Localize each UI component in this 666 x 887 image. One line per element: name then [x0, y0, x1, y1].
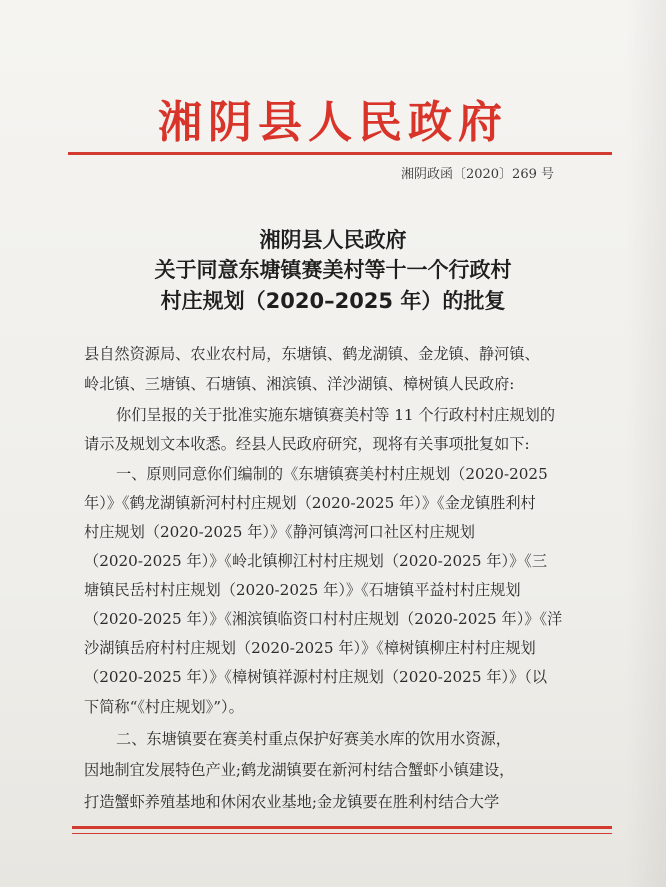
body-line: 塘镇民岳村村庄规划（2020-2025 年）》《石塘镇平益村村庄规划: [84, 581, 521, 599]
footer-red-rule-thin: [72, 833, 612, 834]
body-line: （2020-2025 年）》《湘滨镇临资口村村庄规划（2020-2025 年）》《洋: [84, 610, 563, 628]
body-line: 一、原则同意你们编制的《东塘镇赛美村村庄规划（2020-2025: [116, 465, 548, 483]
addressee-line-2: 岭北镇、三塘镇、石塘镇、湘滨镇、洋沙湖镇、樟树镇人民政府:: [84, 375, 515, 393]
body-line: 村庄规划（2020-2025 年）》《静河镇湾河口社区村庄规划: [84, 523, 475, 541]
body-line: 年）》《鹤龙湖镇新河村村庄规划（2020-2025 年）》《金龙镇胜利村: [84, 494, 536, 512]
document-title-line-3: 村庄规划（2020–2025 年）的批复: [160, 289, 506, 313]
government-letterhead: 湘阴县人民政府: [158, 97, 508, 148]
body-line: （2020-2025 年）》《岭北镇柳江村村庄规划（2020-2025 年）》《三: [84, 552, 548, 570]
body-line: 因地制宜发展特色产业;鹤龙湖镇要在新河村结合蟹虾小镇建设，: [84, 761, 515, 779]
body-line: （2020-2025 年）》《樟树镇祥源村村庄规划（2020-2025 年）》（以: [84, 668, 548, 686]
document-title-line-2: 关于同意东塘镇赛美村等十一个行政村: [154, 258, 512, 282]
body-line: 沙湖镇岳府村村庄规划（2020-2025 年）》《樟树镇柳庄村村庄规划: [84, 639, 536, 657]
document-title-line-1: 湘阴县人民政府: [259, 228, 407, 252]
addressee-line-1: 县自然资源局、农业农村局，东塘镇、鹤龙湖镇、金龙镇、静河镇、: [84, 345, 540, 363]
body-line: 请示及规划文本收悉。经县人民政府研究，现将有关事项批复如下:: [84, 435, 530, 453]
body-line: 二、东塘镇要在赛美村重点保护好赛美水库的饮用水资源，: [116, 730, 511, 748]
footer-red-rule: [72, 826, 612, 829]
body-line: 你们呈报的关于批准实施东塘镇赛美村等 11 个行政村村庄规划的: [116, 406, 556, 424]
body-line: 下简称“《村庄规划》”）。: [84, 698, 244, 716]
letterhead-red-rule: [68, 152, 612, 155]
document-number: 湘阴政函〔2020〕269 号: [400, 167, 554, 182]
body-line: 打造蟹虾养殖基地和休闲农业基地;金龙镇要在胜利村结合大学: [84, 793, 500, 811]
